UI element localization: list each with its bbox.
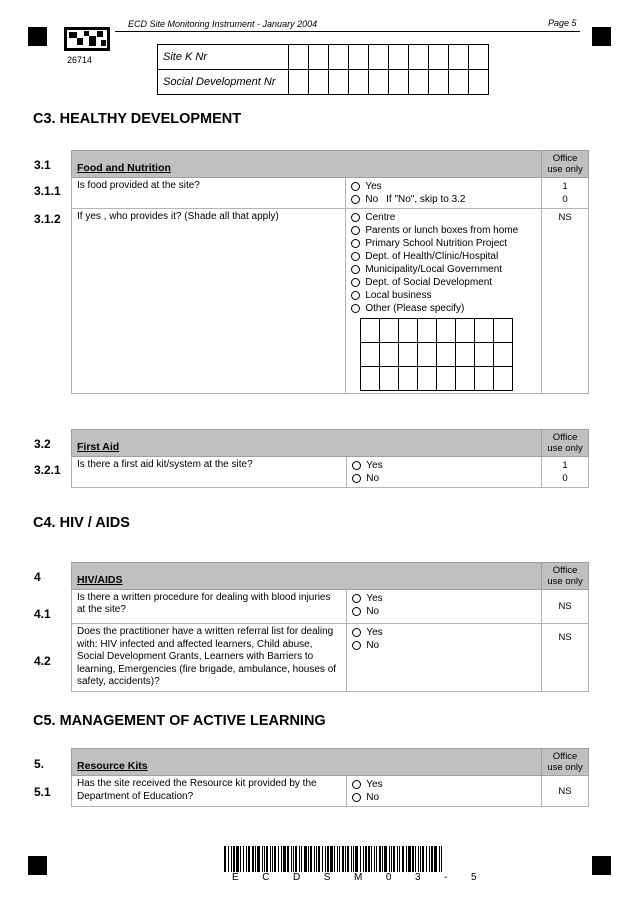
barcode-bar [412, 846, 414, 872]
question-number: 4.1 [34, 607, 51, 621]
question-text: If yes , who provides it? (Shade all that apply) [77, 211, 279, 222]
office-use-label: Office use only [547, 751, 583, 773]
question-number: 4 [34, 570, 41, 584]
radio-circle-icon[interactable] [352, 594, 361, 603]
office-code: NS [558, 601, 572, 612]
barcode-bar [355, 846, 358, 872]
table-header-row [72, 749, 589, 776]
office-code: NS [558, 785, 572, 797]
radio-option-yes[interactable]: Yes [352, 592, 536, 605]
social-dev-cell[interactable] [429, 70, 449, 95]
barcode-bar [304, 846, 307, 872]
barcode-bar [434, 846, 437, 872]
question-number: 3.2 [34, 437, 51, 451]
radio-option-no[interactable]: No [352, 472, 536, 485]
form-id: 26714 [67, 55, 93, 65]
office-code: 1 [562, 181, 568, 192]
barcode-bar [287, 846, 289, 872]
radio-circle-icon[interactable] [351, 278, 360, 287]
table-row [72, 776, 589, 807]
office-code: NS [558, 632, 572, 643]
barcode-bar [420, 846, 421, 872]
checkbox-option[interactable]: Other (Please specify) [351, 302, 536, 315]
radio-circle-icon[interactable] [351, 226, 360, 235]
barcode-bar [283, 846, 286, 872]
barcode-bar [262, 846, 263, 872]
radio-circle-icon[interactable] [352, 607, 361, 616]
question-number: 3.1.2 [34, 212, 61, 226]
barcode-bar [252, 846, 254, 872]
table-row [72, 457, 589, 488]
barcode-bar [374, 846, 375, 872]
checkbox-option[interactable]: Primary School Nutrition Project [351, 237, 536, 250]
office-use-label: Office use only [547, 565, 583, 587]
barcode-bar [342, 846, 344, 872]
barcode-text: E C D S M 0 3 - 5 [232, 872, 477, 883]
table-row [72, 209, 589, 394]
radio-option-yes[interactable]: Yes [352, 626, 536, 639]
barcode-bar [384, 846, 387, 872]
question-number: 3.1.1 [34, 184, 61, 198]
social-dev-cell[interactable] [289, 70, 309, 95]
subsection-label: HIV/AIDS [77, 574, 123, 586]
question-text: Is food provided at the site? [77, 180, 200, 191]
barcode-bar [246, 846, 247, 872]
barcode-bar [231, 846, 232, 872]
entry-cell[interactable] [475, 367, 494, 391]
barcode-bar [429, 846, 430, 872]
barcode-bar [393, 846, 395, 872]
registration-mark-bottom-right [592, 856, 611, 875]
site-k-cell[interactable] [469, 45, 489, 70]
barcode-bar [236, 846, 239, 872]
entry-cell[interactable] [494, 343, 513, 367]
social-dev-row [158, 70, 489, 95]
barcode-bar [224, 846, 226, 872]
barcode-bar [281, 846, 282, 872]
barcode-bar [415, 846, 416, 872]
entry-cell[interactable] [361, 367, 380, 391]
checkbox-option[interactable]: Dept. of Social Development [351, 276, 536, 289]
entry-cell[interactable] [418, 367, 437, 391]
radio-circle-icon[interactable] [352, 780, 361, 789]
site-k-cell[interactable] [309, 45, 329, 70]
table-row [72, 624, 589, 692]
section-title-c5: C5. MANAGEMENT OF ACTIVE LEARNING [33, 713, 326, 729]
table-header-row [72, 430, 589, 457]
registration-mark-top-left [28, 27, 47, 46]
site-k-cell[interactable] [329, 45, 349, 70]
social-dev-cell[interactable] [309, 70, 329, 95]
question-number: 5.1 [34, 785, 51, 799]
site-k-cell[interactable] [389, 45, 409, 70]
entry-cell[interactable] [399, 367, 418, 391]
radio-circle-icon[interactable] [352, 793, 361, 802]
radio-circle-icon[interactable] [352, 474, 361, 483]
office-use-label: Office use only [547, 153, 583, 175]
entry-cell[interactable] [494, 367, 513, 391]
entry-cell[interactable] [380, 367, 399, 391]
entry-cell[interactable] [494, 319, 513, 343]
radio-option-yes[interactable]: Yes [351, 180, 536, 193]
entry-cell[interactable] [380, 319, 399, 343]
first-aid-table [71, 429, 589, 488]
entry-cell[interactable] [418, 343, 437, 367]
barcode-bar [299, 846, 300, 872]
office-code: 0 [562, 194, 568, 205]
barcode-bar [327, 846, 329, 872]
table-row [72, 178, 589, 209]
entry-cell[interactable] [456, 367, 475, 391]
office-use-label: Office use only [547, 432, 583, 454]
barcode-bar [318, 846, 320, 872]
barcode-bar [426, 846, 427, 872]
barcode-bar [266, 846, 268, 872]
question-number: 3.1 [34, 158, 51, 172]
entry-cell[interactable] [475, 319, 494, 343]
barcode-bar [257, 846, 260, 872]
entry-cell[interactable] [437, 319, 456, 343]
barcode-bar [441, 846, 442, 872]
table-header-row [72, 151, 589, 178]
section-title-c4: C4. HIV / AIDS [33, 515, 130, 531]
barcode-bar [278, 846, 279, 872]
barcode-bar [272, 846, 273, 872]
barcode-bar [439, 846, 440, 872]
office-code: 0 [562, 473, 568, 484]
radio-circle-icon[interactable] [351, 265, 360, 274]
radio-option-no[interactable]: No [352, 605, 536, 618]
barcode-bar [310, 846, 312, 872]
barcode-bar [308, 846, 309, 872]
radio-circle-icon[interactable] [351, 195, 360, 204]
checkbox-option[interactable]: Dept. of Health/Clinic/Hospital [351, 250, 536, 263]
radio-option-no[interactable]: No If "No", skip to 3.2 [351, 193, 536, 206]
barcode-bar [293, 846, 294, 872]
entry-cell[interactable] [380, 343, 399, 367]
entry-cell[interactable] [361, 343, 380, 367]
social-dev-cell[interactable] [329, 70, 349, 95]
barcode-bar [233, 846, 235, 872]
barcode-icon [224, 846, 446, 872]
barcode-bar [334, 846, 335, 872]
radio-option-no[interactable]: No [352, 791, 536, 804]
barcode-bar [397, 846, 398, 872]
social-dev-cell[interactable] [369, 70, 389, 95]
barcode-bar [399, 846, 400, 872]
question-number: 3.2.1 [34, 463, 61, 477]
radio-circle-icon[interactable] [351, 182, 360, 191]
radio-option-yes[interactable]: Yes [352, 459, 536, 472]
site-k-cell[interactable] [449, 45, 469, 70]
question-number: 4.2 [34, 654, 51, 668]
radio-option-no[interactable]: No [352, 639, 536, 652]
office-code: 1 [562, 460, 568, 471]
barcode-bar [422, 846, 424, 872]
barcode-bar [431, 846, 433, 872]
header-rule [115, 31, 580, 32]
barcode-bar [291, 846, 292, 872]
question-text: Has the site received the Resource kit provided by the Department of Education? [77, 778, 317, 802]
registration-mark-bottom-left [28, 856, 47, 875]
barcode-bar [264, 846, 265, 872]
checkbox-option[interactable]: Parents or lunch boxes from home [351, 224, 536, 237]
radio-circle-icon[interactable] [351, 252, 360, 261]
barcode-bar [322, 846, 323, 872]
barcode-bar [353, 846, 354, 872]
hiv-aids-table [71, 562, 589, 692]
barcode-bar [337, 846, 338, 872]
barcode-bar [368, 846, 370, 872]
radio-circle-icon[interactable] [351, 213, 360, 222]
barcode-bar [314, 846, 315, 872]
document-title: ECD Site Monitoring Instrument - January 2004 [128, 19, 318, 29]
entry-cell[interactable] [399, 319, 418, 343]
radio-circle-icon[interactable] [352, 628, 361, 637]
table-row [72, 590, 589, 624]
office-code: NS [558, 212, 572, 223]
barcode-bar [228, 846, 229, 872]
barcode-bar [240, 846, 241, 872]
radio-circle-icon[interactable] [352, 641, 361, 650]
barcode-bar [248, 846, 250, 872]
site-k-cell[interactable] [349, 45, 369, 70]
registration-mark-top-right [592, 27, 611, 46]
barcode-bar [295, 846, 297, 872]
page-number: Page 5 [548, 18, 577, 28]
radio-option-yes[interactable]: Yes [352, 778, 536, 791]
entry-cell[interactable] [361, 319, 380, 343]
barcode-bar [408, 846, 411, 872]
site-k-label: Site K Nr [158, 45, 289, 70]
barcode-bar [389, 846, 390, 872]
barcode-bar [376, 846, 377, 872]
checkbox-option[interactable]: Centre [351, 211, 536, 224]
barcode-bar [371, 846, 372, 872]
barcode-bar [391, 846, 392, 872]
radio-circle-icon[interactable] [351, 304, 360, 313]
social-dev-cell[interactable] [389, 70, 409, 95]
barcode-bar [365, 846, 367, 872]
site-k-cell[interactable] [369, 45, 389, 70]
radio-circle-icon[interactable] [351, 239, 360, 248]
barcode-bar [379, 846, 381, 872]
table-header-row [72, 563, 589, 590]
barcode-bar [243, 846, 244, 872]
entry-cell[interactable] [437, 367, 456, 391]
barcode-bar [406, 846, 407, 872]
skip-instruction: If "No", skip to 3.2 [386, 194, 466, 205]
question-text: Does the practitioner have a written referral list for dealing with: HIV infected and affected learners, Child abuse, Social Development Grants, Learners with Barriers to learning, Emergencies (fire brigade, ambulance, houses of safety, accidents)? [77, 626, 337, 687]
barcode-bar [418, 846, 419, 872]
entry-cell[interactable] [456, 343, 475, 367]
section-title-c3: C3. HEALTHY DEVELOPMENT [33, 111, 242, 127]
barcode-bar [325, 846, 326, 872]
subsection-label: First Aid [77, 441, 120, 453]
barcode-bar [316, 846, 317, 872]
barcode-bar [347, 846, 349, 872]
question-text: Is there a written procedure for dealing with blood injuries at the site? [77, 592, 331, 615]
entry-cell[interactable] [437, 343, 456, 367]
barcode-bar [255, 846, 256, 872]
entry-cell[interactable] [418, 319, 437, 343]
site-k-cell[interactable] [409, 45, 429, 70]
specify-entry-grid[interactable] [360, 318, 513, 391]
checkbox-option[interactable]: Municipality/Local Government [351, 263, 536, 276]
site-k-cell[interactable] [429, 45, 449, 70]
barcode-bar [330, 846, 333, 872]
radio-circle-icon[interactable] [351, 291, 360, 300]
site-id-table [157, 44, 489, 95]
subsection-label: Resource Kits [77, 760, 148, 772]
social-dev-cell[interactable] [349, 70, 369, 95]
barcode-bar [274, 846, 276, 872]
checkbox-option[interactable]: Local business [351, 289, 536, 302]
entry-cell[interactable] [456, 319, 475, 343]
social-dev-cell[interactable] [449, 70, 469, 95]
question-number: 5. [34, 757, 45, 771]
barcode-bar [363, 846, 364, 872]
barcode-bar [345, 846, 346, 872]
site-k-cell[interactable] [289, 45, 309, 70]
barcode-bar [301, 846, 302, 872]
resource-kits-table [71, 748, 589, 807]
social-dev-cell[interactable] [469, 70, 489, 95]
barcode-bar [339, 846, 340, 872]
barcode-bar [402, 846, 404, 872]
barcode-bar [351, 846, 352, 872]
site-k-row [158, 45, 489, 70]
subsection-label: Food and Nutrition [77, 162, 171, 174]
social-dev-cell[interactable] [409, 70, 429, 95]
form-code-icon [64, 27, 110, 51]
barcode-bar [382, 846, 383, 872]
entry-cell[interactable] [399, 343, 418, 367]
barcode-bar [270, 846, 271, 872]
question-text: Is there a first aid kit/system at the site? [77, 459, 253, 470]
radio-circle-icon[interactable] [352, 461, 361, 470]
barcode-bar [360, 846, 361, 872]
food-nutrition-table [71, 150, 589, 394]
entry-cell[interactable] [475, 343, 494, 367]
social-dev-label: Social Development Nr [158, 70, 289, 95]
